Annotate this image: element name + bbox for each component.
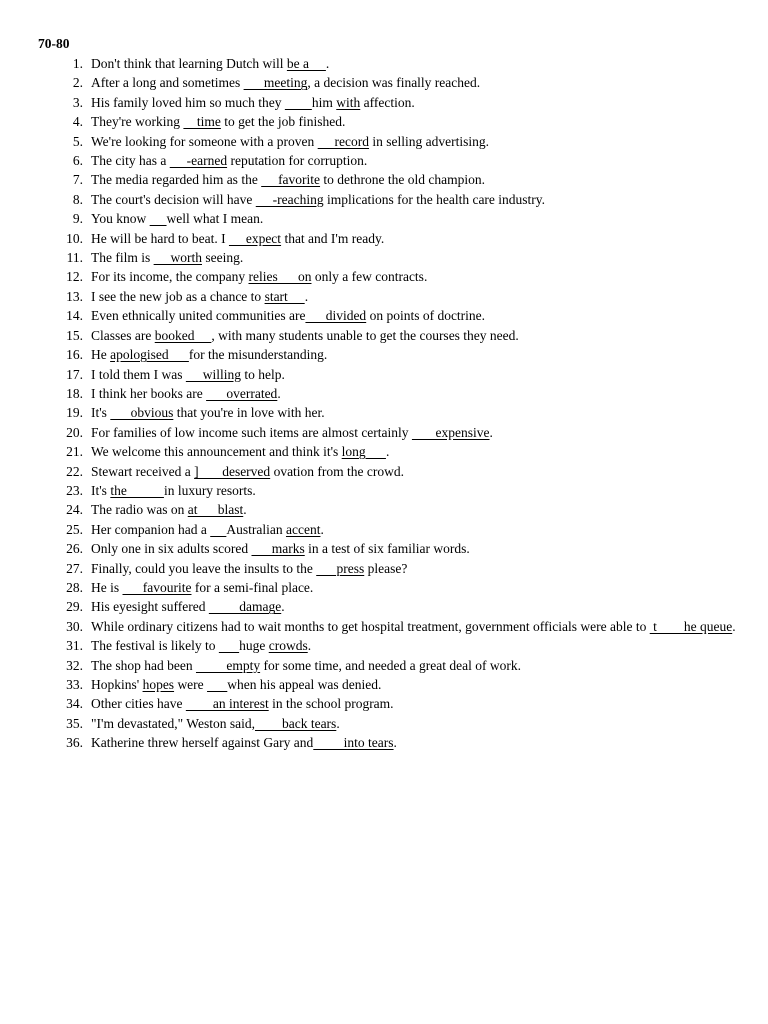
sentence-text: He xyxy=(91,347,111,363)
blank-answer xyxy=(207,677,227,692)
exercise-item xyxy=(38,248,738,267)
exercise-item xyxy=(38,656,738,675)
item-number: 15. xyxy=(66,327,83,343)
exercise-item xyxy=(38,190,738,209)
blank-answer: apologised xyxy=(110,347,189,363)
exercise-item xyxy=(38,578,738,597)
sentence-text: . xyxy=(243,502,247,518)
sentence-text: The radio was on xyxy=(91,502,188,518)
sentence-text: He is xyxy=(91,579,123,595)
sentence-text: They're working xyxy=(91,114,184,130)
sentence-text: to dethrone the old champion. xyxy=(320,172,486,188)
item-number: 12. xyxy=(66,269,83,285)
item-sentence xyxy=(91,267,738,286)
sentence-text: . xyxy=(307,638,312,654)
blank-answer: favorite xyxy=(261,172,321,188)
item-sentence xyxy=(91,248,738,267)
item-number: 27. xyxy=(66,560,83,576)
exercise-item xyxy=(38,151,738,170)
blank-answer: worth xyxy=(153,250,202,266)
item-sentence xyxy=(91,384,738,403)
item-number: 14. xyxy=(66,308,83,324)
sentence-text: only a few contracts. xyxy=(311,269,428,285)
sentence-text: . xyxy=(732,618,736,634)
item-sentence xyxy=(91,520,738,539)
sentence-text: His family loved him so much they xyxy=(91,94,285,110)
blank-answer: divided xyxy=(305,308,367,324)
item-sentence xyxy=(91,229,738,248)
item-sentence xyxy=(91,112,738,131)
blank-answer: ] deserved xyxy=(194,463,271,479)
sentence-text: Don't think that learning Dutch will xyxy=(91,56,287,71)
exercise-item xyxy=(38,423,738,442)
item-sentence xyxy=(91,714,738,733)
item-number: 7. xyxy=(72,172,83,188)
item-sentence xyxy=(91,559,738,578)
item-sentence xyxy=(91,170,738,189)
item-sentence xyxy=(91,132,738,151)
sentence-text: him xyxy=(311,94,337,110)
blank-answer: -earned xyxy=(169,153,228,169)
item-number: 20. xyxy=(66,424,83,440)
item-number: 13. xyxy=(66,288,83,304)
sentence-text: We welcome this announcement and think it's xyxy=(91,444,342,460)
item-number: 21. xyxy=(66,444,83,460)
exercise-item xyxy=(38,559,738,578)
item-number: 2. xyxy=(72,75,83,91)
item-sentence xyxy=(91,733,738,752)
exercise-item xyxy=(38,500,738,519)
sentence-text: ovation from the crowd. xyxy=(270,463,405,479)
sentence-text: for some time, and needed a great deal of work. xyxy=(260,657,521,673)
item-number: 10. xyxy=(66,230,83,246)
blank-answer: meeting xyxy=(243,75,308,91)
sentence-text: Finally, could you leave the insults to the xyxy=(91,560,317,576)
blank-answer: record xyxy=(317,133,370,149)
sentence-text: implications for the health care industry. xyxy=(323,191,546,207)
item-number: 5. xyxy=(72,133,83,149)
blank-answer: press xyxy=(316,560,365,576)
item-number: 26. xyxy=(66,541,83,557)
item-number: 3. xyxy=(72,94,83,110)
exercise-item xyxy=(38,462,738,481)
item-number: 35. xyxy=(66,715,83,731)
item-sentence xyxy=(91,442,738,461)
exercise-item xyxy=(38,365,738,384)
sentence-text: that you're in love with her. xyxy=(173,405,325,421)
sentence-text: seeing. xyxy=(202,250,244,266)
sentence-text: It's xyxy=(91,482,111,498)
sentence-text: well what I mean. xyxy=(166,211,264,227)
exercise-item xyxy=(38,267,738,286)
sentence-text: for the misunderstanding. xyxy=(188,347,328,363)
sentence-text: that and I'm ready. xyxy=(281,230,385,246)
exercise-item xyxy=(38,287,738,306)
blank-answer: back tears xyxy=(254,715,337,731)
blank-answer: favourite xyxy=(122,579,192,595)
item-number: 24. xyxy=(66,502,83,518)
sentence-text: . xyxy=(325,56,330,71)
item-number: 30. xyxy=(66,618,83,634)
exercise-item xyxy=(38,93,738,112)
item-number: 1. xyxy=(72,56,83,71)
sentence-text: . xyxy=(320,521,324,537)
blank-answer: willing xyxy=(185,366,241,382)
item-sentence xyxy=(91,481,738,500)
item-number: 34. xyxy=(66,696,83,712)
item-sentence xyxy=(91,306,738,325)
item-sentence xyxy=(91,500,738,519)
blank-answer: with xyxy=(336,94,361,110)
sentence-text: Katherine threw herself against Gary and xyxy=(91,735,314,751)
sentence-text: I told them I was xyxy=(91,366,186,382)
sentence-text: You know xyxy=(91,211,150,227)
item-number: 28. xyxy=(66,579,83,595)
blank-answer: hopes xyxy=(142,677,175,692)
blank-answer: relies on xyxy=(248,269,312,285)
item-sentence xyxy=(91,597,738,616)
sentence-text: reputation for corruption. xyxy=(227,153,368,169)
exercise-item xyxy=(38,170,738,189)
blank-answer: marks xyxy=(251,541,305,557)
sentence-text: for a semi-final place. xyxy=(191,579,314,595)
item-sentence xyxy=(91,636,738,655)
sentence-text: . xyxy=(385,444,390,460)
exercise-item xyxy=(38,442,738,461)
sentence-text: . xyxy=(393,735,397,751)
blank-answer: the xyxy=(110,482,164,498)
exercise-item xyxy=(38,636,738,655)
page-heading: 70-80 xyxy=(38,36,70,51)
item-sentence xyxy=(91,423,738,442)
sentence-text: The film is xyxy=(91,250,154,266)
sentence-text: were xyxy=(174,677,208,692)
item-number: 6. xyxy=(72,153,83,169)
item-sentence xyxy=(91,694,738,713)
blank-answer: long xyxy=(341,444,386,460)
sentence-text: For families of low income such items are almost certainly xyxy=(91,424,412,440)
item-number: 33. xyxy=(66,677,83,692)
sentence-text: The festival is likely to xyxy=(91,638,219,654)
item-sentence xyxy=(91,209,738,228)
item-sentence xyxy=(91,403,738,422)
item-number: 8. xyxy=(72,191,83,207)
sentence-text: huge xyxy=(239,638,269,654)
blank-answer xyxy=(285,95,312,110)
sentence-text: Classes are xyxy=(91,327,155,343)
exercise-item xyxy=(38,73,738,92)
item-sentence xyxy=(91,617,738,636)
sentence-text: Only one in six adults scored xyxy=(91,541,252,557)
item-sentence xyxy=(91,326,738,345)
sentence-text: . xyxy=(336,715,340,731)
item-number: 22. xyxy=(66,463,83,479)
exercise-item xyxy=(38,597,738,616)
exercise-item xyxy=(38,326,738,345)
blank-answer: overrated xyxy=(206,385,278,401)
sentence-text: , with many students unable to get the courses they need. xyxy=(211,327,519,343)
sentence-text: Hopkins' xyxy=(91,677,143,692)
sentence-text: please? xyxy=(364,560,408,576)
sentence-text: The shop had been xyxy=(91,657,196,673)
item-number: 31. xyxy=(66,638,83,654)
item-sentence xyxy=(91,73,738,92)
blank-answer: booked xyxy=(154,327,212,343)
exercise-item xyxy=(38,306,738,325)
sentence-text: in selling advertising. xyxy=(369,133,490,149)
item-number: 4. xyxy=(72,114,83,130)
blank-answer: be a xyxy=(286,56,326,71)
exercise-list xyxy=(38,54,738,753)
item-number: 11. xyxy=(66,250,83,266)
item-sentence xyxy=(91,539,738,558)
sentence-text: Australian xyxy=(226,521,286,537)
exercise-item xyxy=(38,714,738,733)
sentence-text: For its income, the company xyxy=(91,269,249,285)
item-number: 17. xyxy=(66,366,83,382)
exercise-item xyxy=(38,520,738,539)
sentence-text: Other cities have xyxy=(91,696,186,712)
exercise-item xyxy=(38,403,738,422)
exercise-item xyxy=(38,345,738,364)
item-number: 36. xyxy=(66,735,83,751)
exercise-item xyxy=(38,481,738,500)
item-number: 16. xyxy=(66,347,83,363)
item-number: 29. xyxy=(66,599,83,615)
sentence-text: to get the job finished. xyxy=(220,114,346,130)
exercise-item xyxy=(38,229,738,248)
item-sentence xyxy=(91,287,738,306)
blank-answer: expect xyxy=(228,230,282,246)
item-sentence xyxy=(91,578,738,597)
sentence-text: He will be hard to beat. I xyxy=(91,230,229,246)
item-number: 25. xyxy=(66,521,83,537)
sentence-text: . xyxy=(277,385,281,401)
item-sentence xyxy=(91,93,738,112)
sentence-text: . xyxy=(304,288,309,304)
blank-answer: -reaching xyxy=(255,191,324,207)
blank-answer: time xyxy=(183,114,221,130)
item-number: 18. xyxy=(66,385,83,401)
sentence-text: in luxury resorts. xyxy=(163,482,256,498)
item-sentence xyxy=(91,54,738,73)
item-number: 23. xyxy=(66,482,83,498)
item-number: 9. xyxy=(72,211,83,227)
exercise-item xyxy=(38,209,738,228)
sentence-text: It's xyxy=(91,405,111,421)
sentence-text: . xyxy=(489,424,493,440)
item-sentence xyxy=(91,675,738,694)
blank-answer: obvious xyxy=(110,405,174,421)
item-sentence xyxy=(91,190,738,209)
exercise-item xyxy=(38,384,738,403)
sentence-text: Even ethnically united communities are xyxy=(91,308,306,324)
item-sentence xyxy=(91,345,738,364)
blank-answer: empty xyxy=(195,657,261,673)
sentence-text: The court's decision will have xyxy=(91,191,256,207)
exercise-item xyxy=(38,617,738,636)
exercise-item xyxy=(38,733,738,752)
sentence-text: Stewart received a xyxy=(91,463,195,479)
item-sentence xyxy=(91,462,738,481)
item-sentence xyxy=(91,656,738,675)
exercise-item xyxy=(38,132,738,151)
blank-answer xyxy=(219,638,239,653)
item-number: 32. xyxy=(66,657,83,673)
item-sentence xyxy=(91,365,738,384)
sentence-text: , a decision was finally reached. xyxy=(307,75,481,91)
blank-answer: at blast xyxy=(187,502,244,518)
exercise-item xyxy=(38,675,738,694)
sentence-text: when his appeal was denied. xyxy=(227,677,382,692)
blank-answer: expensive xyxy=(411,424,490,440)
blank-answer: damage xyxy=(208,599,282,615)
sentence-text: in the school program. xyxy=(268,696,394,712)
item-sentence xyxy=(91,151,738,170)
blank-answer: accent xyxy=(285,521,321,537)
exercise-item xyxy=(38,54,738,73)
item-number: 19. xyxy=(66,405,83,421)
sentence-text: I see the new job as a chance to xyxy=(91,288,265,304)
exercise-item xyxy=(38,694,738,713)
blank-answer: an interest xyxy=(185,696,269,712)
blank-answer: into tears xyxy=(313,735,394,751)
sentence-text: The city has a xyxy=(91,153,170,169)
sentence-text: While ordinary citizens had to wait months to get hospital treatment, government officials were able to xyxy=(91,618,650,634)
sentence-text: to help. xyxy=(241,366,285,382)
sentence-text: After a long and sometimes xyxy=(91,75,244,91)
sentence-text: I think her books are xyxy=(91,385,207,401)
sentence-text: His eyesight suffered xyxy=(91,599,209,615)
blank-answer: start xyxy=(264,288,305,304)
sentence-text: We're looking for someone with a proven xyxy=(91,133,318,149)
sentence-text: . xyxy=(281,599,285,615)
sentence-text: affection. xyxy=(360,94,415,110)
sentence-text: The media regarded him as the xyxy=(91,172,262,188)
blank-answer xyxy=(210,522,226,537)
sentence-text: in a test of six familiar words. xyxy=(304,541,470,557)
blank-answer: crowds xyxy=(268,638,308,654)
exercise-item xyxy=(38,112,738,131)
sentence-text: Her companion had a xyxy=(91,521,211,537)
blank-answer xyxy=(150,211,167,226)
blank-answer: t he queue xyxy=(649,618,733,634)
exercise-item xyxy=(38,539,738,558)
sentence-text: "I'm devastated," Weston said, xyxy=(91,715,255,731)
sentence-text: on points of doctrine. xyxy=(366,308,486,324)
